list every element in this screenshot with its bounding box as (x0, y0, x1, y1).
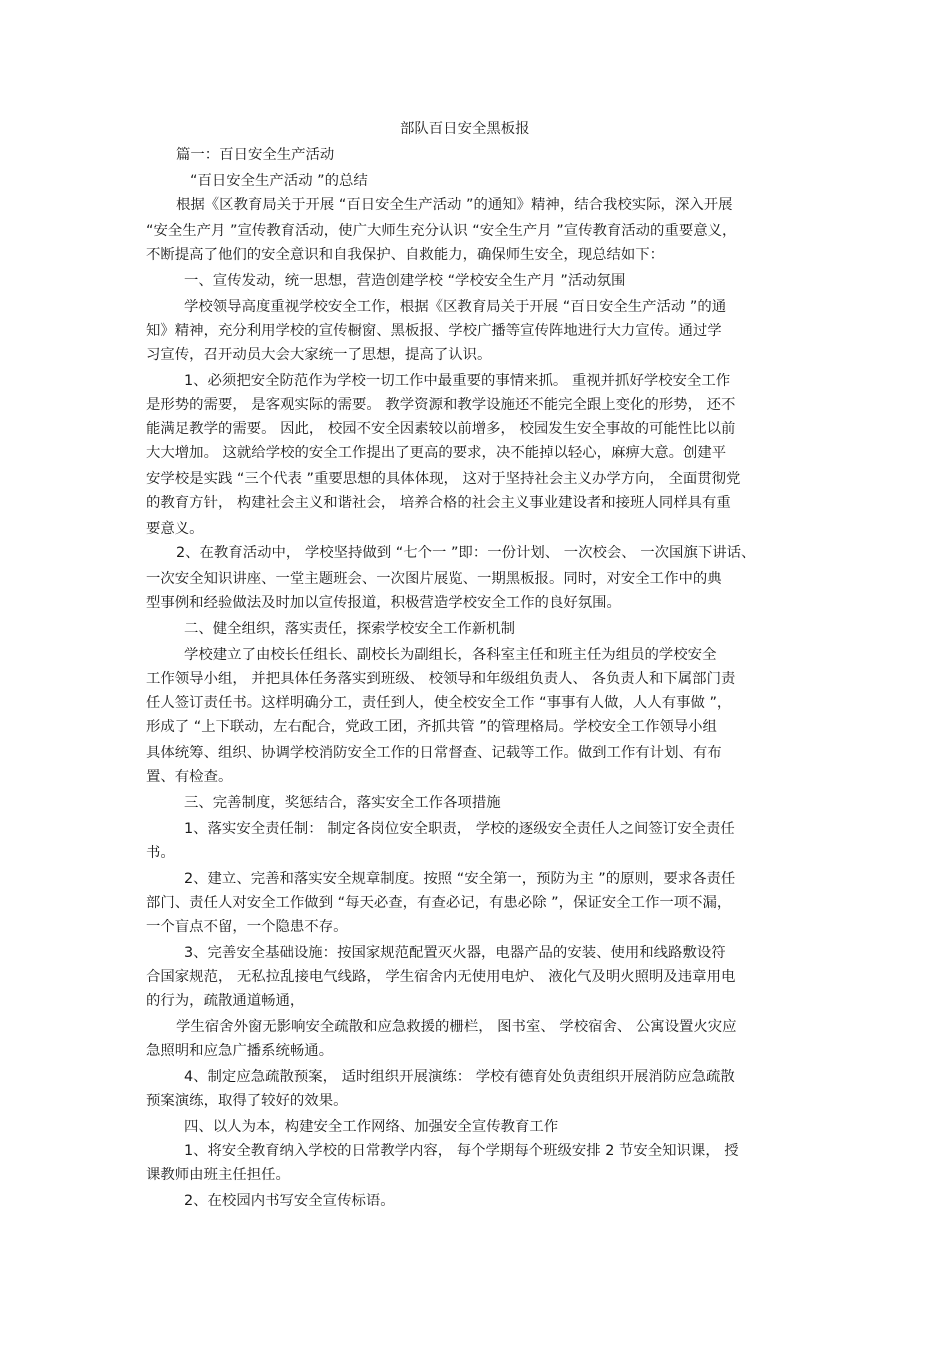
text-line: 安学校是实践 “三个代表 ”重要思想的具体体现， 这对于坚持社会主义办学方向， 全面贯彻党 (146, 471, 741, 487)
text-line: 根据《区教育局关于开展 “百日安全生产活动 ”的通知》精神，结合我校实际，深入开展 (176, 197, 733, 213)
text-line: “百日安全生产活动 ”的总结 (190, 173, 368, 189)
text-line: 1、将安全教育纳入学校的日常教学内容， 每个学期每个班级安排 2 节安全知识课， 授 (184, 1143, 739, 1159)
text-line: 2、在校园内书写安全宣传标语。 (184, 1193, 395, 1209)
text-line: 习宣传，召开动员大会大家统一了思想，提高了认识。 (146, 347, 492, 363)
text-line: 一次安全知识讲座、一堂主题班会、一次图片展览、一期黑板报。同时，对安全工作中的典 (146, 571, 722, 587)
text-line: 是形势的需要， 是客观实际的需要。 教学资源和教学设施还不能完全跟上变化的形势， 还不 (146, 397, 736, 413)
text-line: 4、制定应急疏散预案， 适时组织开展演练： 学校有德育处负责组织开展消防应急疏散 (184, 1069, 735, 1085)
document-title: 部队百日安全黑板报 (400, 121, 530, 137)
text-line: 3、完善安全基础设施：按国家规范配置灭火器，电器产品的安装、使用和线路敷设符 (184, 945, 726, 961)
text-line: 篇一：百日安全生产活动 (176, 147, 335, 163)
text-line: 具体统筹、组织、协调学校消防安全工作的日常督查、记载等工作。做到工作有计划、有布 (146, 745, 722, 761)
text-line: 置、有检查。 (146, 769, 233, 785)
text-line: 工作领导小组， 并把具体任务落实到班级、 校领导和年级组负责人、 各负责人和下属部门责 (146, 671, 736, 687)
text-line: “安全生产月 ”宣传教育活动，使广大师生充分认识 “安全生产月 ”宣传教育活动的重要意义， (146, 223, 737, 239)
text-line: 形成了 “上下联动，左右配合，党政工团，齐抓共管 ”的管理格局。学校安全工作领导小组 (146, 719, 717, 735)
text-line: 急照明和应急广播系统畅通。 (146, 1043, 334, 1059)
text-line: 1、落实安全责任制： 制定各岗位安全职责， 学校的逐级安全责任人之间签订安全责任 (184, 821, 735, 837)
text-line: 大大增加。 这就给学校的安全工作提出了更高的要求，决不能掉以轻心，麻痹大意。创建平 (146, 445, 727, 461)
text-line: 知》精神，充分利用学校的宣传橱窗、黑板报、学校广播等宣传阵地进行大力宣传。通过学 (146, 323, 722, 339)
text-line: 2、在教育活动中， 学校坚持做到 “七个一 ”即：一份计划、 一次校会、 一次国旗下讲话、 (176, 545, 756, 561)
section-heading: 四、以人为本，构建安全工作网络、加强安全宣传教育工作 (184, 1119, 559, 1135)
section-heading: 二、健全组织，落实责任，探索学校安全工作新机制 (184, 621, 515, 637)
text-line: 学校领导高度重视学校安全工作，根据《区教育局关于开展 “百日安全生产活动 ”的通 (184, 299, 727, 315)
text-line: 的教育方针， 构建社会主义和谐社会， 培养合格的社会主义事业建设者和接班人同样具有重 (146, 495, 731, 511)
text-line: 不断提高了他们的安全意识和自我保护、自救能力，确保师生安全，现总结如下： (146, 247, 665, 263)
text-line: 课教师由班主任担任。 (146, 1167, 290, 1183)
text-line: 预案演练，取得了较好的效果。 (146, 1093, 348, 1109)
text-line: 部门、责任人对安全工作做到 “每天必查，有查必记，有患必除 ”，保证安全工作一项不漏， (146, 895, 732, 911)
text-line: 一个盲点不留，一个隐患不存。 (146, 919, 348, 935)
text-line: 2、建立、完善和落实安全规章制度。按照 “安全第一，预防为主 ”的原则，要求各责任 (184, 871, 736, 887)
text-line: 任人签订责任书。这样明确分工，责任到人，使全校安全工作 “事事有人做，人人有事做 ”， (146, 695, 732, 711)
text-line: 学生宿舍外窗无影响安全疏散和应急救援的栅栏， 图书室、 学校宿舍、 公寓设置火灾应 (176, 1019, 737, 1035)
section-heading: 三、完善制度，奖惩结合，落实安全工作各项措施 (184, 795, 501, 811)
text-line: 的行为，疏散通道畅通， (146, 993, 305, 1009)
text-line: 合国家规范， 无私拉乱接电气线路， 学生宿舍内无使用电炉、 液化气及明火照明及违章用电 (146, 969, 736, 985)
text-line: 学校建立了由校长任组长、副校长为副组长，各科室主任和班主任为组员的学校安全 (184, 647, 717, 663)
text-line: 书。 (146, 845, 175, 861)
text-line: 能满足教学的需要。 因此， 校园不安全因素较以前增多， 校园发生安全事故的可能性比以前 (146, 421, 736, 437)
text-line: 型事例和经验做法及时加以宣传报道，积极营造学校安全工作的良好氛围。 (146, 595, 621, 611)
text-line: 要意义。 (146, 521, 204, 537)
text-line: 1、必须把安全防范作为学校一切工作中最重要的事情来抓。 重视并抓好学校安全工作 (184, 373, 731, 389)
section-heading: 一、宣传发动，统一思想，营造创建学校 “学校安全生产月 ”活动氛围 (184, 273, 626, 289)
